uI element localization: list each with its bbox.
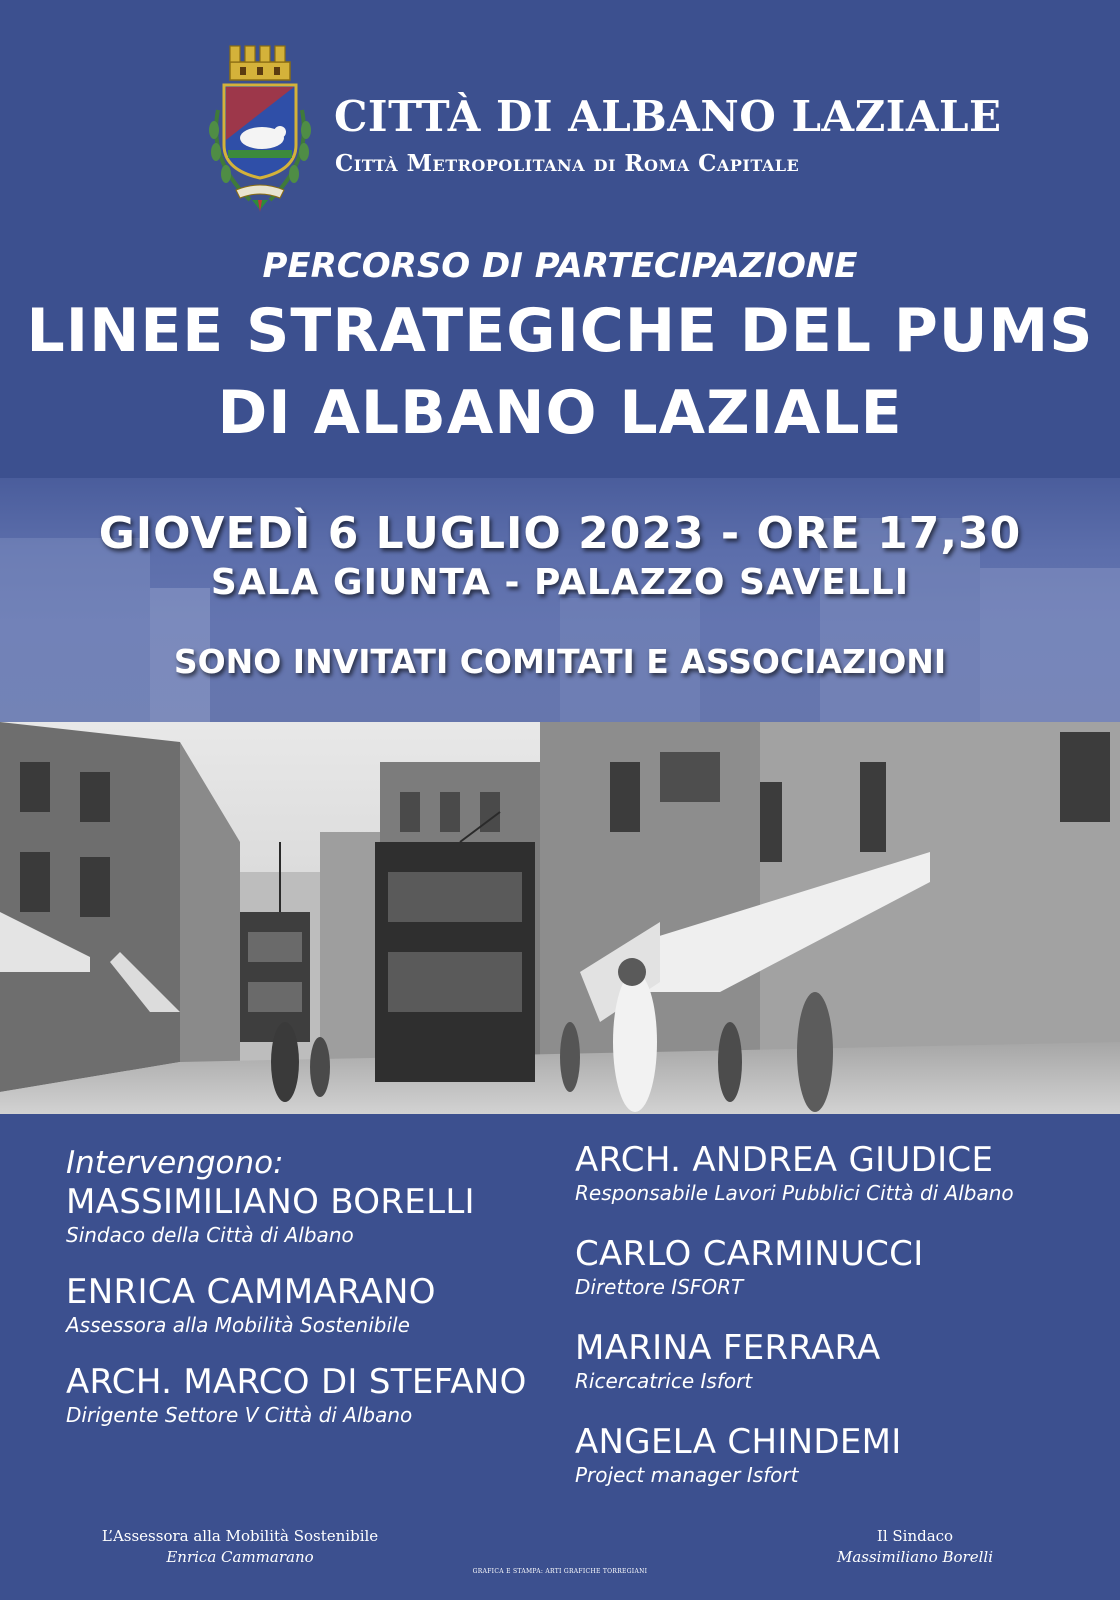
speaker-item [575,1234,1115,1300]
speaker-name: ANGELA CHINDEMI [575,1422,902,1462]
event-invited: SONO INVITATI COMITATI E ASSOCIAZIONI [173,642,947,681]
city-title: CITTÀ DI ALBANO LAZIALE [334,92,1002,141]
speakers-right-column [575,1140,1115,1516]
signature-sindaco [820,1526,1010,1568]
speaker-role: Responsabile Lavori Pubblici Città di Albano [575,1181,1014,1205]
speaker-name: ARCH. ANDREA GIUDICE [575,1140,994,1180]
speaker-role: Ricercatrice Isfort [575,1369,753,1393]
event-venue: SALA GIUNTA - PALAZZO SAVELLI [210,562,910,603]
speaker-role: Direttore ISFORT [575,1275,744,1299]
speaker-item [575,1422,1115,1488]
city-subtitle: Città Metropolitana di Roma Capitale [335,150,800,177]
speaker-role: Assessora alla Mobilità Sostenibile [66,1313,410,1337]
signature-title: Il Sindaco [876,1527,954,1545]
speakers-left-column [66,1144,566,1452]
signature-assessora [90,1526,390,1568]
signature-name: Enrica Cammarano [166,1548,314,1566]
coat-of-arms-icon [200,40,320,215]
speaker-item [575,1328,1115,1394]
speaker-name: ENRICA CAMMARANO [66,1272,436,1312]
historic-street-photo [0,722,1120,1114]
event-title-line2: DI ALBANO LAZIALE [217,378,903,448]
speaker-role: Sindaco della Città di Albano [66,1223,354,1247]
speaker-item [66,1272,566,1338]
speaker-role: Dirigente Settore V Città di Albano [66,1403,413,1427]
print-credits: GRAFICA E STAMPA: ARTI GRAFICHE TORREGIANI [472,1568,648,1575]
speaker-item [66,1362,566,1428]
speaker-name: MARINA FERRARA [575,1328,881,1368]
event-kicker: PERCORSO DI PARTECIPAZIONE [262,246,858,286]
speaker-item [66,1182,566,1248]
speaker-item [575,1140,1115,1206]
signature-title: L’Assessora alla Mobilità Sostenibile [101,1527,379,1545]
speakers-intro: Intervengono: [66,1145,284,1181]
speaker-role: Project manager Isfort [575,1463,799,1487]
speaker-name: CARLO CARMINUCCI [575,1234,924,1274]
speaker-name: MASSIMILIANO BORELLI [66,1182,475,1222]
signature-name: Massimiliano Borelli [836,1548,993,1566]
event-date-time: GIOVEDÌ 6 LUGLIO 2023 - ORE 17,30 [98,508,1022,559]
speaker-name: ARCH. MARCO DI STEFANO [66,1362,527,1402]
event-title-line1: LINEE STRATEGICHE DEL PUMS [26,296,1094,366]
